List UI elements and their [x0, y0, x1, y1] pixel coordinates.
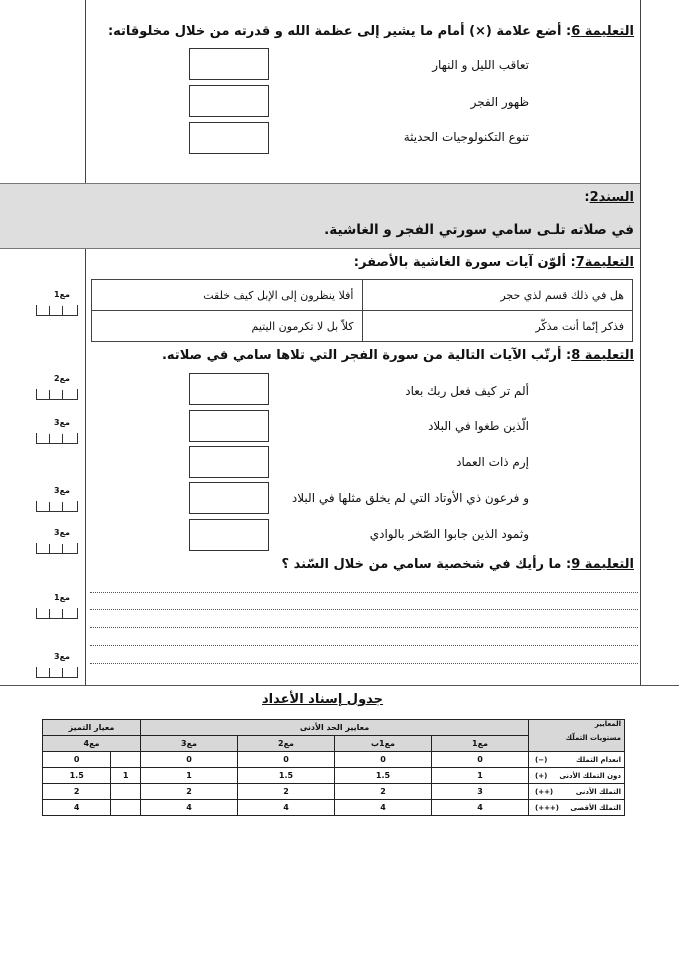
header-min: معايير الحد الأدنى [141, 720, 529, 736]
checkbox-option-2[interactable] [189, 85, 269, 117]
criterion: مع4 [43, 736, 141, 752]
cell: 1 [432, 768, 529, 784]
level-label: انعدام التملك (−) [529, 752, 625, 768]
verse-cell[interactable]: أفلا ينظرون إلى الإبل كيف خلقت [92, 280, 363, 311]
support-title: السند2: [584, 190, 634, 205]
cell: 2 [141, 784, 238, 800]
header-criteria: المعايير مستويات التملّك [529, 720, 625, 752]
header-excellence: معيار التميز [43, 720, 141, 736]
order-box-1[interactable] [189, 373, 269, 405]
cell: 4 [141, 800, 238, 816]
cell: 1.5 [43, 768, 111, 784]
cell: 1 [111, 768, 141, 784]
order-box-2[interactable] [189, 410, 269, 442]
option-1-text: تعاقب الليل و النهار [432, 58, 529, 72]
verse-1-text: ألم تر كيف فعل ربك بعاد [405, 384, 529, 398]
verse-4-text: و فرعون ذي الأوتاد التي لم يخلق مثلها في البلاد [291, 491, 529, 505]
grading-title: جدول إسناد الأعداد [262, 692, 384, 707]
support-banner [0, 183, 640, 249]
right-margin-line [640, 0, 641, 686]
verse-5-text: وثمود الذين جابوا الصّخر بالوادي [369, 527, 529, 541]
table-row [43, 768, 625, 784]
mark-box: مع3 [36, 664, 76, 678]
option-3-text: تنوع التكنولوجيات الحديثة [403, 130, 529, 144]
table-row [43, 784, 625, 800]
cell: 0 [432, 752, 529, 768]
verse-cell[interactable]: فذكر إنّما أنت مذكّر [362, 311, 633, 342]
instruction9-heading: التعليمة 9: ما رأيك في شخصية سامي من خلال السّند ؟ [281, 557, 634, 572]
level-label: دون التملك الأدنى (+) [529, 768, 625, 784]
verse-3-text: إرم ذات العماد [456, 455, 529, 469]
table-row [43, 752, 625, 768]
cell: 2 [238, 784, 335, 800]
answer-line[interactable] [90, 592, 638, 593]
answer-line[interactable] [90, 627, 638, 628]
cell: 0 [238, 752, 335, 768]
order-box-5[interactable] [189, 519, 269, 551]
verse-2-text: الّذين طغوا في البلاد [428, 419, 529, 433]
cell: 0 [335, 752, 432, 768]
support-text: في صلاته تلـى سامي سورتي الفجر و الغاشية. [324, 222, 634, 238]
mark-box: مع3 [36, 498, 76, 512]
cell: 4 [335, 800, 432, 816]
cell: 2 [43, 784, 111, 800]
checkbox-option-1[interactable] [189, 48, 269, 80]
verses-table [91, 279, 633, 342]
cell: 4 [432, 800, 529, 816]
grading-table [42, 719, 625, 816]
criterion: مع3 [141, 736, 238, 752]
answer-line[interactable] [90, 663, 638, 664]
criterion: مع2 [238, 736, 335, 752]
cell: 1.5 [238, 768, 335, 784]
checkbox-option-3[interactable] [189, 122, 269, 154]
level-label: التملك الأقصى (+++) [529, 800, 625, 816]
mark-box: مع1 [36, 605, 76, 619]
mark-box: مع2 [36, 386, 76, 400]
answer-line[interactable] [90, 645, 638, 646]
instruction8-heading: التعليمة 8: أرتّب الآيات التالية من سورة الفجر التي تلاها سامي في صلاته. [161, 348, 634, 363]
cell: 1.5 [335, 768, 432, 784]
table-row [43, 800, 625, 816]
instruction6-heading: التعليمة 6: أضع علامة (×) أمام ما يشير إلى عظمة الله و قدرته من خلال مخلوقاته: [107, 24, 634, 39]
level-label: التملك الأدنى (++) [529, 784, 625, 800]
answer-line[interactable] [90, 609, 638, 610]
cell: 4 [43, 800, 111, 816]
mark-box: مع3 [36, 540, 76, 554]
cell: 1 [141, 768, 238, 784]
bottom-rule [0, 685, 679, 686]
order-box-4[interactable] [189, 482, 269, 514]
option-2-text: ظهور الفجر [470, 95, 529, 109]
criterion: مع1ب [335, 736, 432, 752]
verse-cell[interactable]: كلاّ بل لا تكرمون اليتيم [92, 311, 363, 342]
cell: 0 [43, 752, 111, 768]
order-box-3[interactable] [189, 446, 269, 478]
mark-box: مع3 [36, 430, 76, 444]
cell: 4 [238, 800, 335, 816]
instruction7-heading: التعليمة7: ألوّن آيات سورة الغاشية بالأصفر: [353, 255, 634, 270]
mark-box: مع1 [36, 302, 76, 316]
left-margin-line [85, 0, 86, 686]
cell: 0 [141, 752, 238, 768]
cell [111, 752, 141, 768]
cell [111, 800, 141, 816]
criterion: مع1 [432, 736, 529, 752]
verse-cell[interactable]: هل في ذلك قسم لذي حجر [362, 280, 633, 311]
cell [111, 784, 141, 800]
cell: 3 [432, 784, 529, 800]
cell: 2 [335, 784, 432, 800]
